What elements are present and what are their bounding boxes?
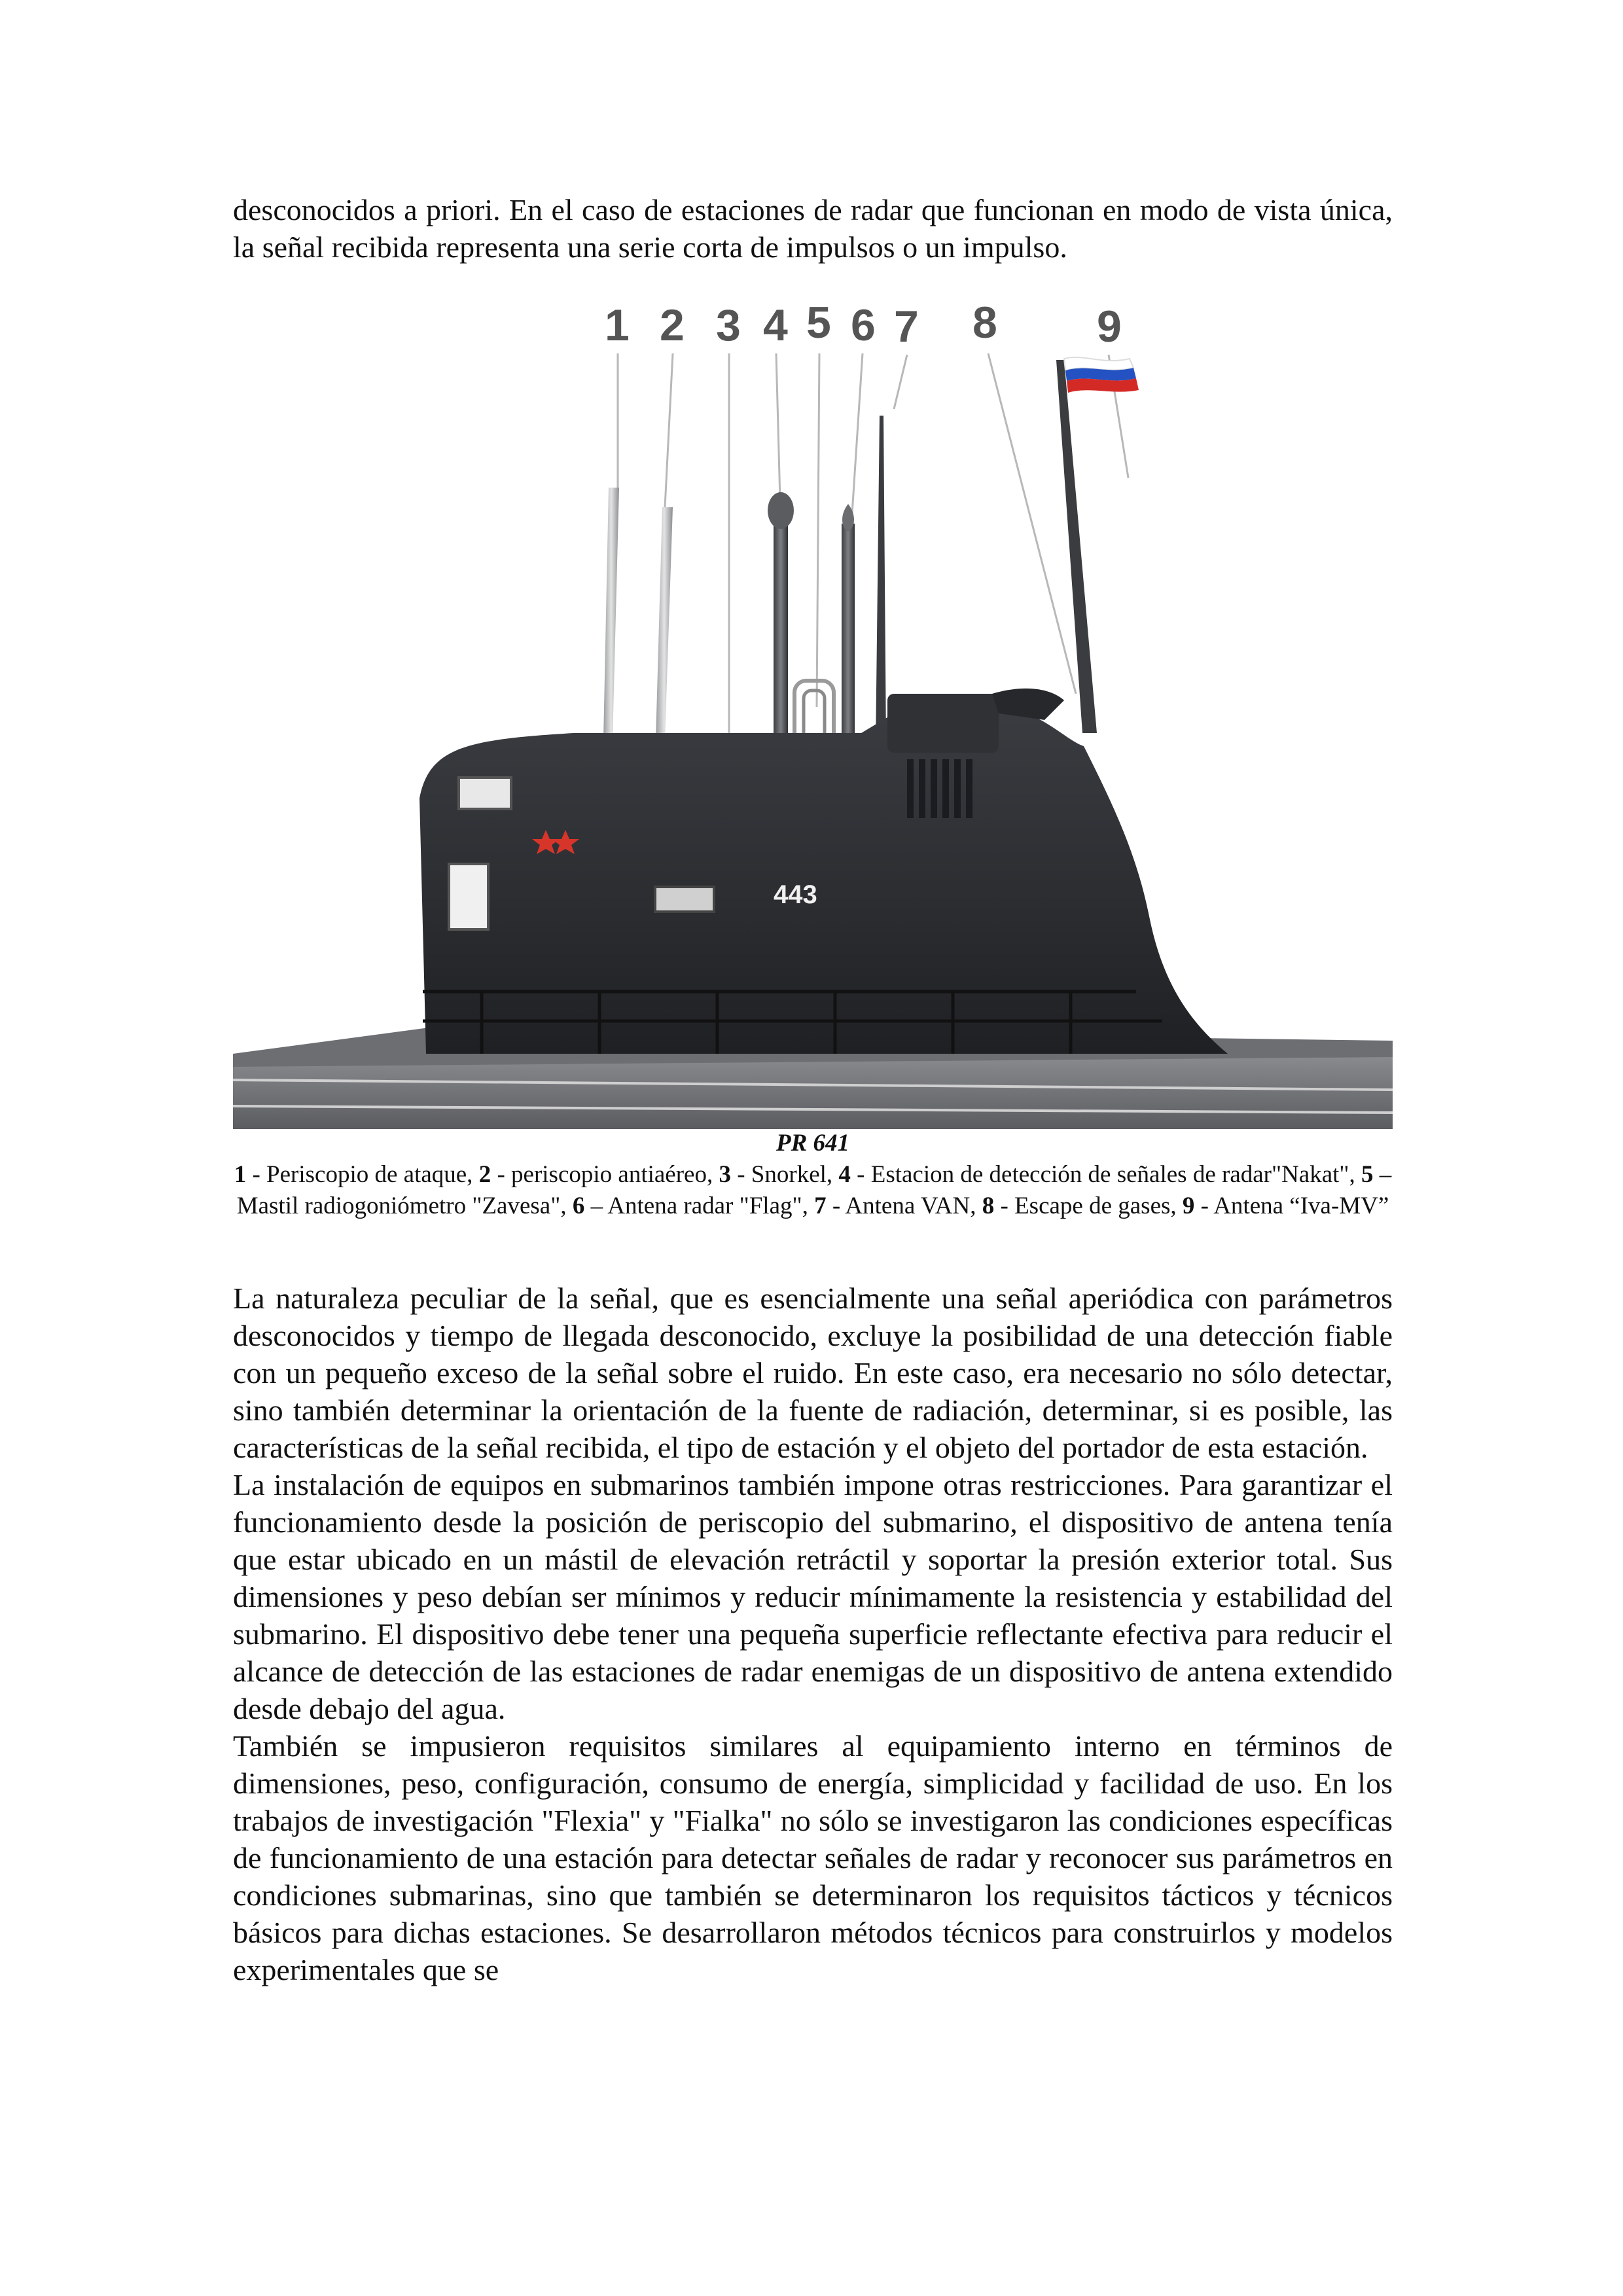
caption-item-2: 2 - periscopio antiaéreo, — [478, 1161, 719, 1188]
label-8: 8 — [972, 298, 997, 348]
label-6: 6 — [851, 300, 876, 350]
label-7: 7 — [894, 302, 919, 351]
conning-tower — [419, 707, 1228, 1054]
paragraph-1: La naturaleza peculiar de la señal, que es esencialmente una señal aperiódica con parámetros desconocidos y tiempo de llegada desconocido, excluye la posibilidad de una detección fiable con un pequeño exceso de la señal sobre el ruido. En este caso, era necesario no sólo detectar, sino también determinar la orientación de la fuente de radiación, determinar, si es posible, las características de la señal recibida, el tipo de estación y el objeto del portador de esta estación. — [233, 1282, 1393, 1464]
caption-item-1: 1 - Periscopio de ataque, — [234, 1161, 479, 1188]
figure-caption — [233, 1128, 1393, 1222]
submarine-figure — [233, 288, 1393, 1129]
caption-item-8: 8 - Escape de gases, — [982, 1193, 1183, 1219]
intro-paragraph — [233, 191, 1393, 266]
masts — [603, 360, 1097, 746]
label-5: 5 — [806, 298, 831, 348]
russian-flag — [1064, 357, 1139, 393]
paragraph-3: También se impusieron requisitos similares al equipamiento interno en términos de dimensiones, peso, configuración, consumo de energía, simplicidad y facilidad de uso. En los trabajos de investigación "Flexia" y "Fialka" no sólo se investigaron las condiciones específicas de funcionamiento de una estación para detectar señales de radar y reconocer sus parámetros en condiciones submarinas, sino que también se determinaron los requisitos tácticos y técnicos básicos para dichas estaciones. Se desarrollaron métodos técnicos para construirlos y modelos experimentales que se — [233, 1729, 1393, 1986]
callout-lines — [618, 353, 1128, 740]
caption-item-5: 5 – Mastil radiogoniómetro "Zavesa", — [236, 1161, 1392, 1219]
hull-number: 443 — [774, 880, 817, 909]
label-1: 1 — [605, 300, 630, 350]
caption-item-4: 4 - Estacion de detección de señales de radar"Nakat", — [838, 1161, 1362, 1188]
label-9: 9 — [1097, 302, 1122, 351]
caption-item-7: 7 - Antena VAN, — [814, 1193, 982, 1219]
label-3: 3 — [716, 300, 741, 350]
caption-item-6: 6 – Antena radar "Flag", — [572, 1193, 815, 1219]
body-text — [233, 1280, 1393, 1988]
label-2: 2 — [660, 300, 685, 350]
caption-title: PR 641 — [776, 1130, 850, 1157]
callout-labels — [605, 298, 1122, 351]
paragraph-2: La instalación de equipos en submarinos también impone otras restricciones. Para garantizar el funcionamiento desde la posición de periscopio del submarino, el dispositivo de antena tenía que estar ubicado en un mástil de elevación retráctil y soportar la presión exterior total. Sus dimensiones y peso debían ser mínimos y reducir mínimamente la resistencia y estabilidad del submarino. El dispositivo debe tener una pequeña superficie reflectante efectiva para reducir el alcance de detección de las estaciones de radar enemigas de un dispositivo de antena extendido desde debajo del agua. — [233, 1468, 1393, 1725]
caption-item-3: 3 - Snorkel, — [719, 1161, 839, 1188]
paragraph-text: desconocidos a priori. En el caso de estaciones de radar que funcionan en modo de vista única, la señal recibida representa una serie corta de impulsos o un impulso. — [233, 193, 1393, 264]
caption-item-9: 9 - Antena “Iva-MV” — [1182, 1193, 1389, 1219]
label-4: 4 — [763, 300, 788, 350]
